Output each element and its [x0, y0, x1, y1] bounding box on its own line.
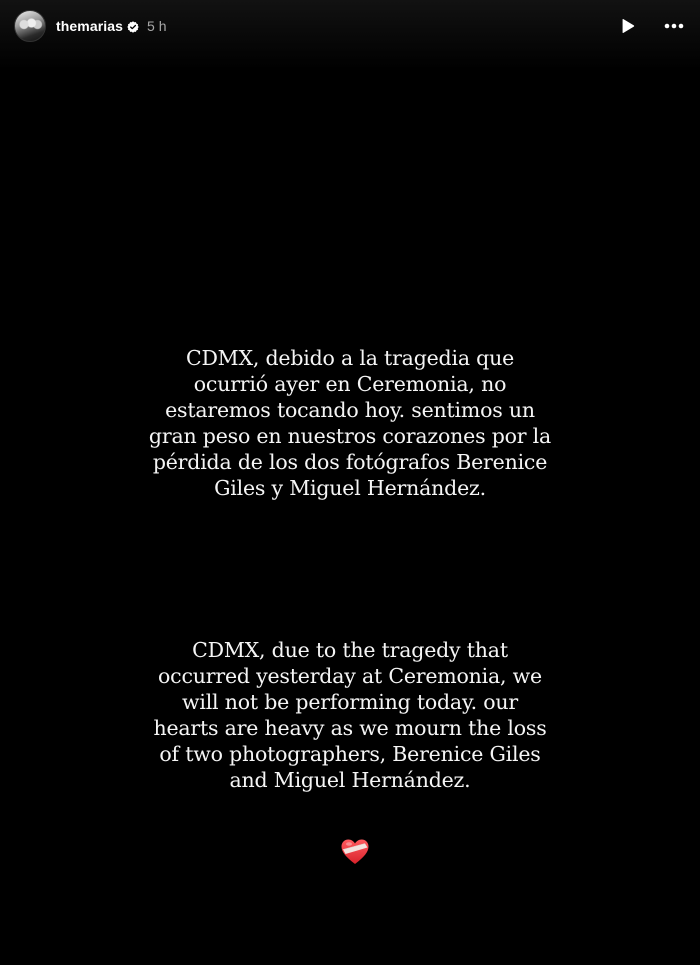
more-options-icon [662, 14, 686, 38]
text-line: pérdida de los dos fotógrafos Berenice [152, 450, 548, 474]
story-text-spanish [0, 345, 700, 501]
more-options-button[interactable] [662, 14, 686, 38]
story-controls [616, 0, 700, 52]
text-line: and Miguel Hernández. [229, 768, 471, 792]
verified-badge-icon [127, 20, 139, 32]
timestamp: 5 h [147, 18, 167, 34]
text-line: ocurrió ayer en Ceremonia, no [193, 372, 507, 396]
text-line: occurred yesterday at Ceremonia, we [158, 664, 542, 688]
username-link[interactable]: themarias [56, 18, 124, 34]
text-line: gran peso en nuestros corazones por la [148, 424, 552, 448]
text-line: Giles y Miguel Hernández. [214, 476, 486, 500]
profile-avatar[interactable] [14, 10, 46, 42]
text-line: CDMX, due to the tragedy that [192, 638, 508, 662]
mending-heart-icon [340, 838, 370, 866]
story-text-english [0, 637, 700, 793]
text-line: CDMX, debido a la tragedia que [185, 346, 515, 370]
text-line: hearts are heavy as we mourn the loss [153, 716, 547, 740]
text-line: of two photographers, Berenice Giles [159, 742, 541, 766]
play-button[interactable] [616, 14, 640, 38]
text-line: estaremos tocando hoy. sentimos un [165, 398, 535, 422]
play-icon [618, 16, 638, 36]
story-header [0, 0, 700, 52]
text-line: will not be performing today. our [182, 690, 518, 714]
